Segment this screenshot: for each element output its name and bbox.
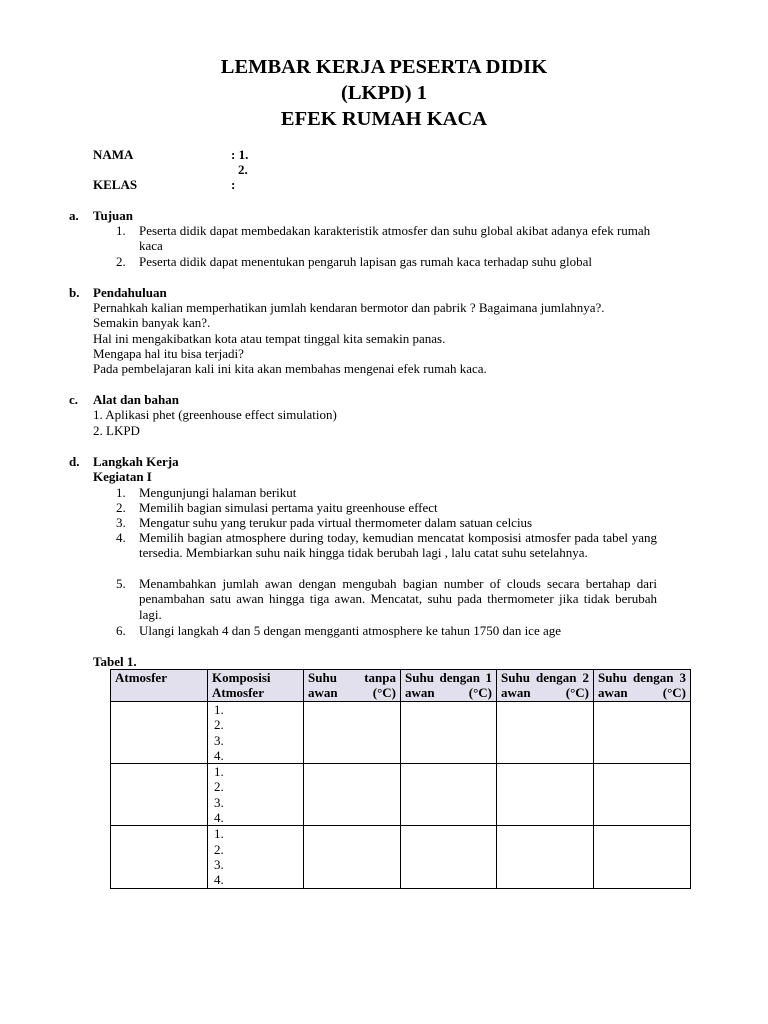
suhu-3-awan-cell[interactable] [594, 764, 691, 826]
kegiatan-heading: Kegiatan I [93, 469, 152, 484]
step-number-1: 1. [116, 485, 126, 500]
step-number-5: 5. [116, 576, 126, 591]
suhu-tanpa-awan-cell[interactable] [304, 764, 401, 826]
title-line-1: LEMBAR KERJA PESERTA DIDIK [220, 56, 548, 78]
suhu-1-awan-cell[interactable] [401, 764, 497, 826]
header-atmosfer: Atmosfer [111, 670, 208, 702]
nama-value-1: : 1. [231, 147, 249, 162]
komposisi-number: 3. [214, 856, 224, 872]
table-row [111, 826, 691, 888]
komposisi-number: 4. [214, 810, 224, 826]
atmosfer-cell[interactable] [111, 826, 208, 888]
komposisi-number: 2. [214, 841, 224, 857]
komposisi-number: 4. [214, 872, 224, 888]
nama-label: NAMA [93, 147, 134, 162]
komposisi-number: 1. [214, 826, 224, 842]
nama-value-2: 2. [238, 162, 248, 177]
step-number-3: 3. [116, 515, 126, 530]
suhu-2-awan-cell[interactable] [497, 826, 594, 888]
table-row [111, 702, 691, 764]
suhu-1-awan-cell[interactable] [401, 826, 497, 888]
suhu-1-awan-cell[interactable] [401, 702, 497, 764]
komposisi-cell[interactable] [208, 826, 304, 888]
table-header-row [111, 670, 691, 702]
suhu-3-awan-cell[interactable] [594, 826, 691, 888]
step-text-4: Memilih bagian atmosphere during today, kemudian mencatat komposisi atmosfer pada tabel yang tersedia. Membiarkan suhu naik hingga tidak berubah lagi , lalu catat suhu setelahnya. [139, 530, 657, 561]
alat-item-1: 1. Aplikasi phet (greenhouse effect simulation) [93, 407, 337, 422]
step-text-1: Mengunjungi halaman berikut [139, 485, 297, 500]
atmosfer-cell[interactable] [111, 764, 208, 826]
tujuan-item-1: Peserta didik dapat membedakan karakteristik atmosfer dan suhu global akibat adanya efek rumah kaca [139, 223, 651, 254]
suhu-2-awan-cell[interactable] [497, 764, 594, 826]
tujuan-item-2: Peserta didik dapat menentukan pengaruh lapisan gas rumah kaca terhadap suhu global [139, 254, 593, 269]
section-d-letter: d. [69, 454, 80, 469]
kelas-label: KELAS [93, 177, 138, 192]
suhu-tanpa-awan-cell[interactable] [304, 702, 401, 764]
header-suhu-tanpa-awan: Suhu tanpa awan (°C) [304, 670, 401, 702]
title-line-3: EFEK RUMAH KACA [280, 108, 488, 130]
section-a-letter: a. [69, 208, 79, 223]
section-a-heading: Tujuan [93, 208, 133, 223]
pendahuluan-line-4: Mengapa hal itu bisa terjadi? [93, 346, 244, 361]
step-number-2: 2. [116, 500, 126, 515]
komposisi-number: 1. [214, 702, 224, 717]
pendahuluan-line-2: Semakin banyak kan?. [93, 315, 211, 330]
suhu-2-awan-cell[interactable] [497, 702, 594, 764]
header-suhu-2-awan: Suhu dengan 2 awan (°C) [497, 670, 594, 702]
suhu-3-awan-cell[interactable] [594, 702, 691, 764]
step-text-2: Memilih bagian simulasi pertama yaitu greenhouse effect [139, 500, 438, 515]
table-caption: Tabel 1. [93, 654, 137, 669]
section-c-heading: Alat dan bahan [93, 392, 179, 407]
komposisi-number: 2. [214, 779, 224, 795]
table-row [111, 764, 691, 826]
data-table [110, 669, 691, 889]
section-d-heading: Langkah Kerja [93, 454, 179, 469]
section-c-letter: c. [69, 392, 79, 407]
komposisi-number: 1. [214, 764, 224, 780]
step-text-6: Ulangi langkah 4 dan 5 dengan mengganti atmosphere ke tahun 1750 dan ice age [139, 623, 562, 638]
suhu-tanpa-awan-cell[interactable] [304, 826, 401, 888]
komposisi-number: 2. [214, 717, 224, 733]
komposisi-cell[interactable] [208, 764, 304, 826]
tujuan-number-1: 1. [116, 223, 126, 238]
komposisi-cell[interactable] [208, 702, 304, 764]
title-line-2: (LKPD) 1 [341, 82, 427, 104]
step-number-4: 4. [116, 530, 126, 545]
atmosfer-cell[interactable] [111, 702, 208, 764]
tujuan-number-2: 2. [116, 254, 126, 269]
komposisi-number: 3. [214, 732, 224, 748]
komposisi-number: 4. [214, 747, 224, 763]
pendahuluan-line-5: Pada pembelajaran kali ini kita akan membahas mengenai efek rumah kaca. [93, 361, 487, 376]
section-b-heading: Pendahuluan [93, 285, 167, 300]
step-number-6: 6. [116, 623, 126, 638]
alat-item-2: 2. LKPD [93, 423, 140, 438]
kelas-value: : [231, 177, 236, 192]
header-komposisi: Komposisi Atmosfer [208, 670, 304, 702]
pendahuluan-line-3: Hal ini mengakibatkan kota atau tempat tinggal kita semakin panas. [93, 331, 446, 346]
header-suhu-3-awan: Suhu dengan 3 awan (°C) [594, 670, 691, 702]
komposisi-number: 3. [214, 794, 224, 810]
header-suhu-1-awan: Suhu dengan 1 awan (°C) [401, 670, 497, 702]
pendahuluan-line-1: Pernahkah kalian memperhatikan jumlah kendaran bermotor dan pabrik ? Bagaimana jumlahnya?. [93, 300, 605, 315]
section-b-letter: b. [69, 285, 80, 300]
step-text-3: Mengatur suhu yang terukur pada virtual thermometer dalam satuan celcius [139, 515, 533, 530]
step-text-5: Menambahkan jumlah awan dengan mengubah bagian number of clouds secara bertahap dari penambahan satu awan hingga tiga awan. Mencatat, suhu pada thermometer jika tidak berubah lagi. [139, 576, 657, 622]
